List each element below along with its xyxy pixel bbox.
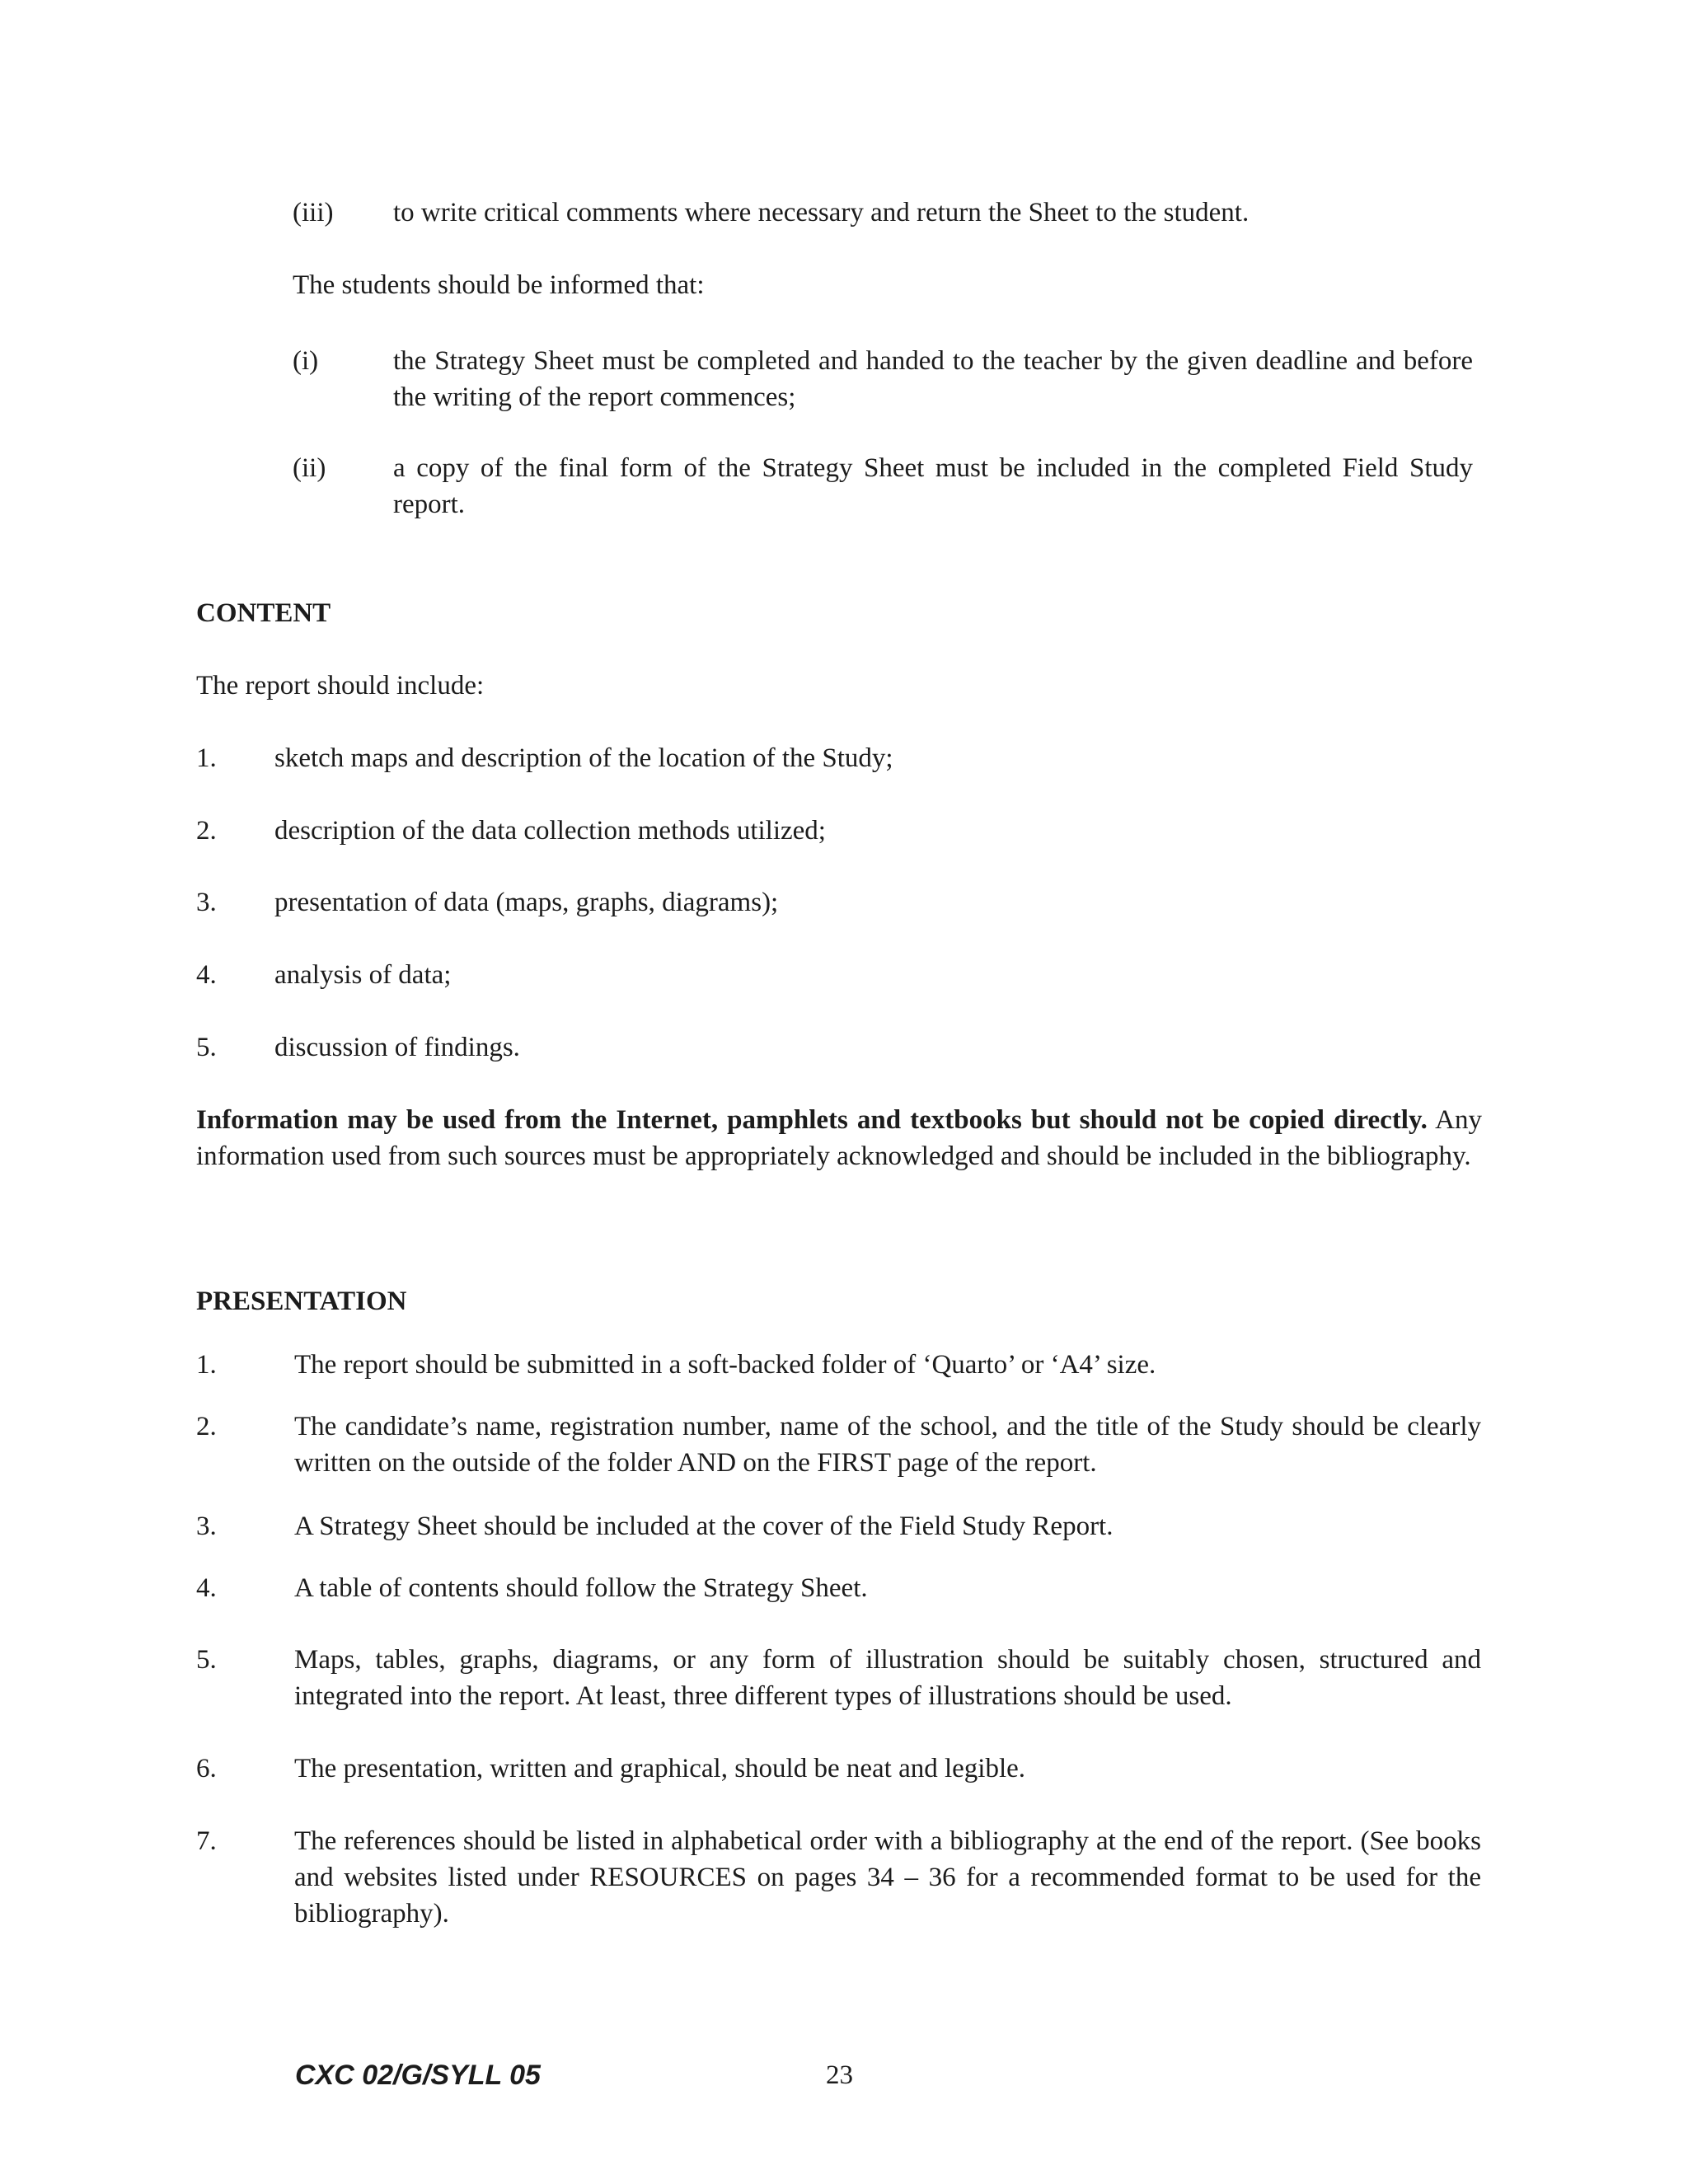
presentation-heading: PRESENTATION	[196, 1286, 407, 1316]
presentation-item-3-text: A Strategy Sheet should be included at the cover of the Field Study Report.	[294, 1511, 1114, 1541]
presentation-item-3-number: 3.	[196, 1511, 217, 1541]
presentation-item-4-text: A table of contents should follow the Strategy Sheet.	[294, 1573, 868, 1603]
presentation-item-6-text: The presentation, written and graphical, should be neat and legible.	[294, 1754, 1026, 1783]
content-note-bold: Information may be used from the Internet, pamphlets and textbooks but should not be copied directly.	[196, 1105, 1428, 1135]
content-item-3-number: 3.	[196, 888, 217, 917]
presentation-item-6-number: 6.	[196, 1754, 217, 1783]
content-item-5-number: 5.	[196, 1033, 217, 1062]
content-item-3-text: presentation of data (maps, graphs, diagrams);	[274, 888, 779, 917]
presentation-item-1-text: The report should be submitted in a soft-backed folder of ‘Quarto’ or ‘A4’ size.	[294, 1350, 1156, 1380]
content-note-rest: Any information used from such sources must be appropriately acknowledged and should be included in the bibliography.	[196, 1105, 1482, 1171]
page-number: 23	[826, 2060, 853, 2090]
presentation-item-1-number: 1.	[196, 1350, 217, 1380]
content-item-4-text: analysis of data;	[274, 960, 452, 990]
footer-code: CXC 02/G/SYLL 05	[295, 2060, 541, 2091]
content-item-2-text: description of the data collection methods utilized;	[274, 816, 826, 846]
presentation-item-4-number: 4.	[196, 1573, 217, 1603]
informed-item-i-text: the Strategy Sheet must be completed and handed to the teacher by the given deadline and before the writing of the report commences;	[393, 346, 1473, 412]
item-iii-text: to write critical comments where necessary and return the Sheet to the student.	[393, 198, 1250, 227]
content-item-5-text: discussion of findings.	[274, 1033, 520, 1062]
presentation-item-2-text: The candidate’s name, registration number, name of the school, and the title of the Study should be clearly written on the outside of the folder AND on the FIRST page of the report.	[294, 1412, 1481, 1478]
informed-item-ii-text: a copy of the final form of the Strategy Sheet must be included in the completed Field Study report.	[393, 453, 1473, 519]
informed-lead: The students should be informed that:	[293, 270, 705, 300]
informed-item-ii-number: (ii)	[293, 453, 326, 483]
content-item-1-text: sketch maps and description of the location of the Study;	[274, 743, 893, 773]
presentation-item-7-number: 7.	[196, 1826, 217, 1856]
content-item-1-number: 1.	[196, 743, 217, 773]
content-heading: CONTENT	[196, 598, 331, 628]
presentation-item-7-text: The references should be listed in alphabetical order with a bibliography at the end of the report. (See books and websites listed under RESOURCES on pages 34 – 36 for a recommended format to be used for the bibliography).	[294, 1826, 1481, 1929]
presentation-item-2-number: 2.	[196, 1412, 217, 1441]
presentation-item-5-text: Maps, tables, graphs, diagrams, or any form of illustration should be suitably chosen, structured and integrated into the report. At least, three different types of illustrations should be used.	[294, 1645, 1481, 1711]
content-item-2-number: 2.	[196, 816, 217, 846]
presentation-item-5-number: 5.	[196, 1645, 217, 1675]
item-iii-number: (iii)	[293, 198, 334, 227]
content-item-4-number: 4.	[196, 960, 217, 990]
informed-item-i-number: (i)	[293, 346, 319, 376]
content-note	[196, 1102, 1482, 1174]
content-lead: The report should include:	[196, 671, 485, 701]
